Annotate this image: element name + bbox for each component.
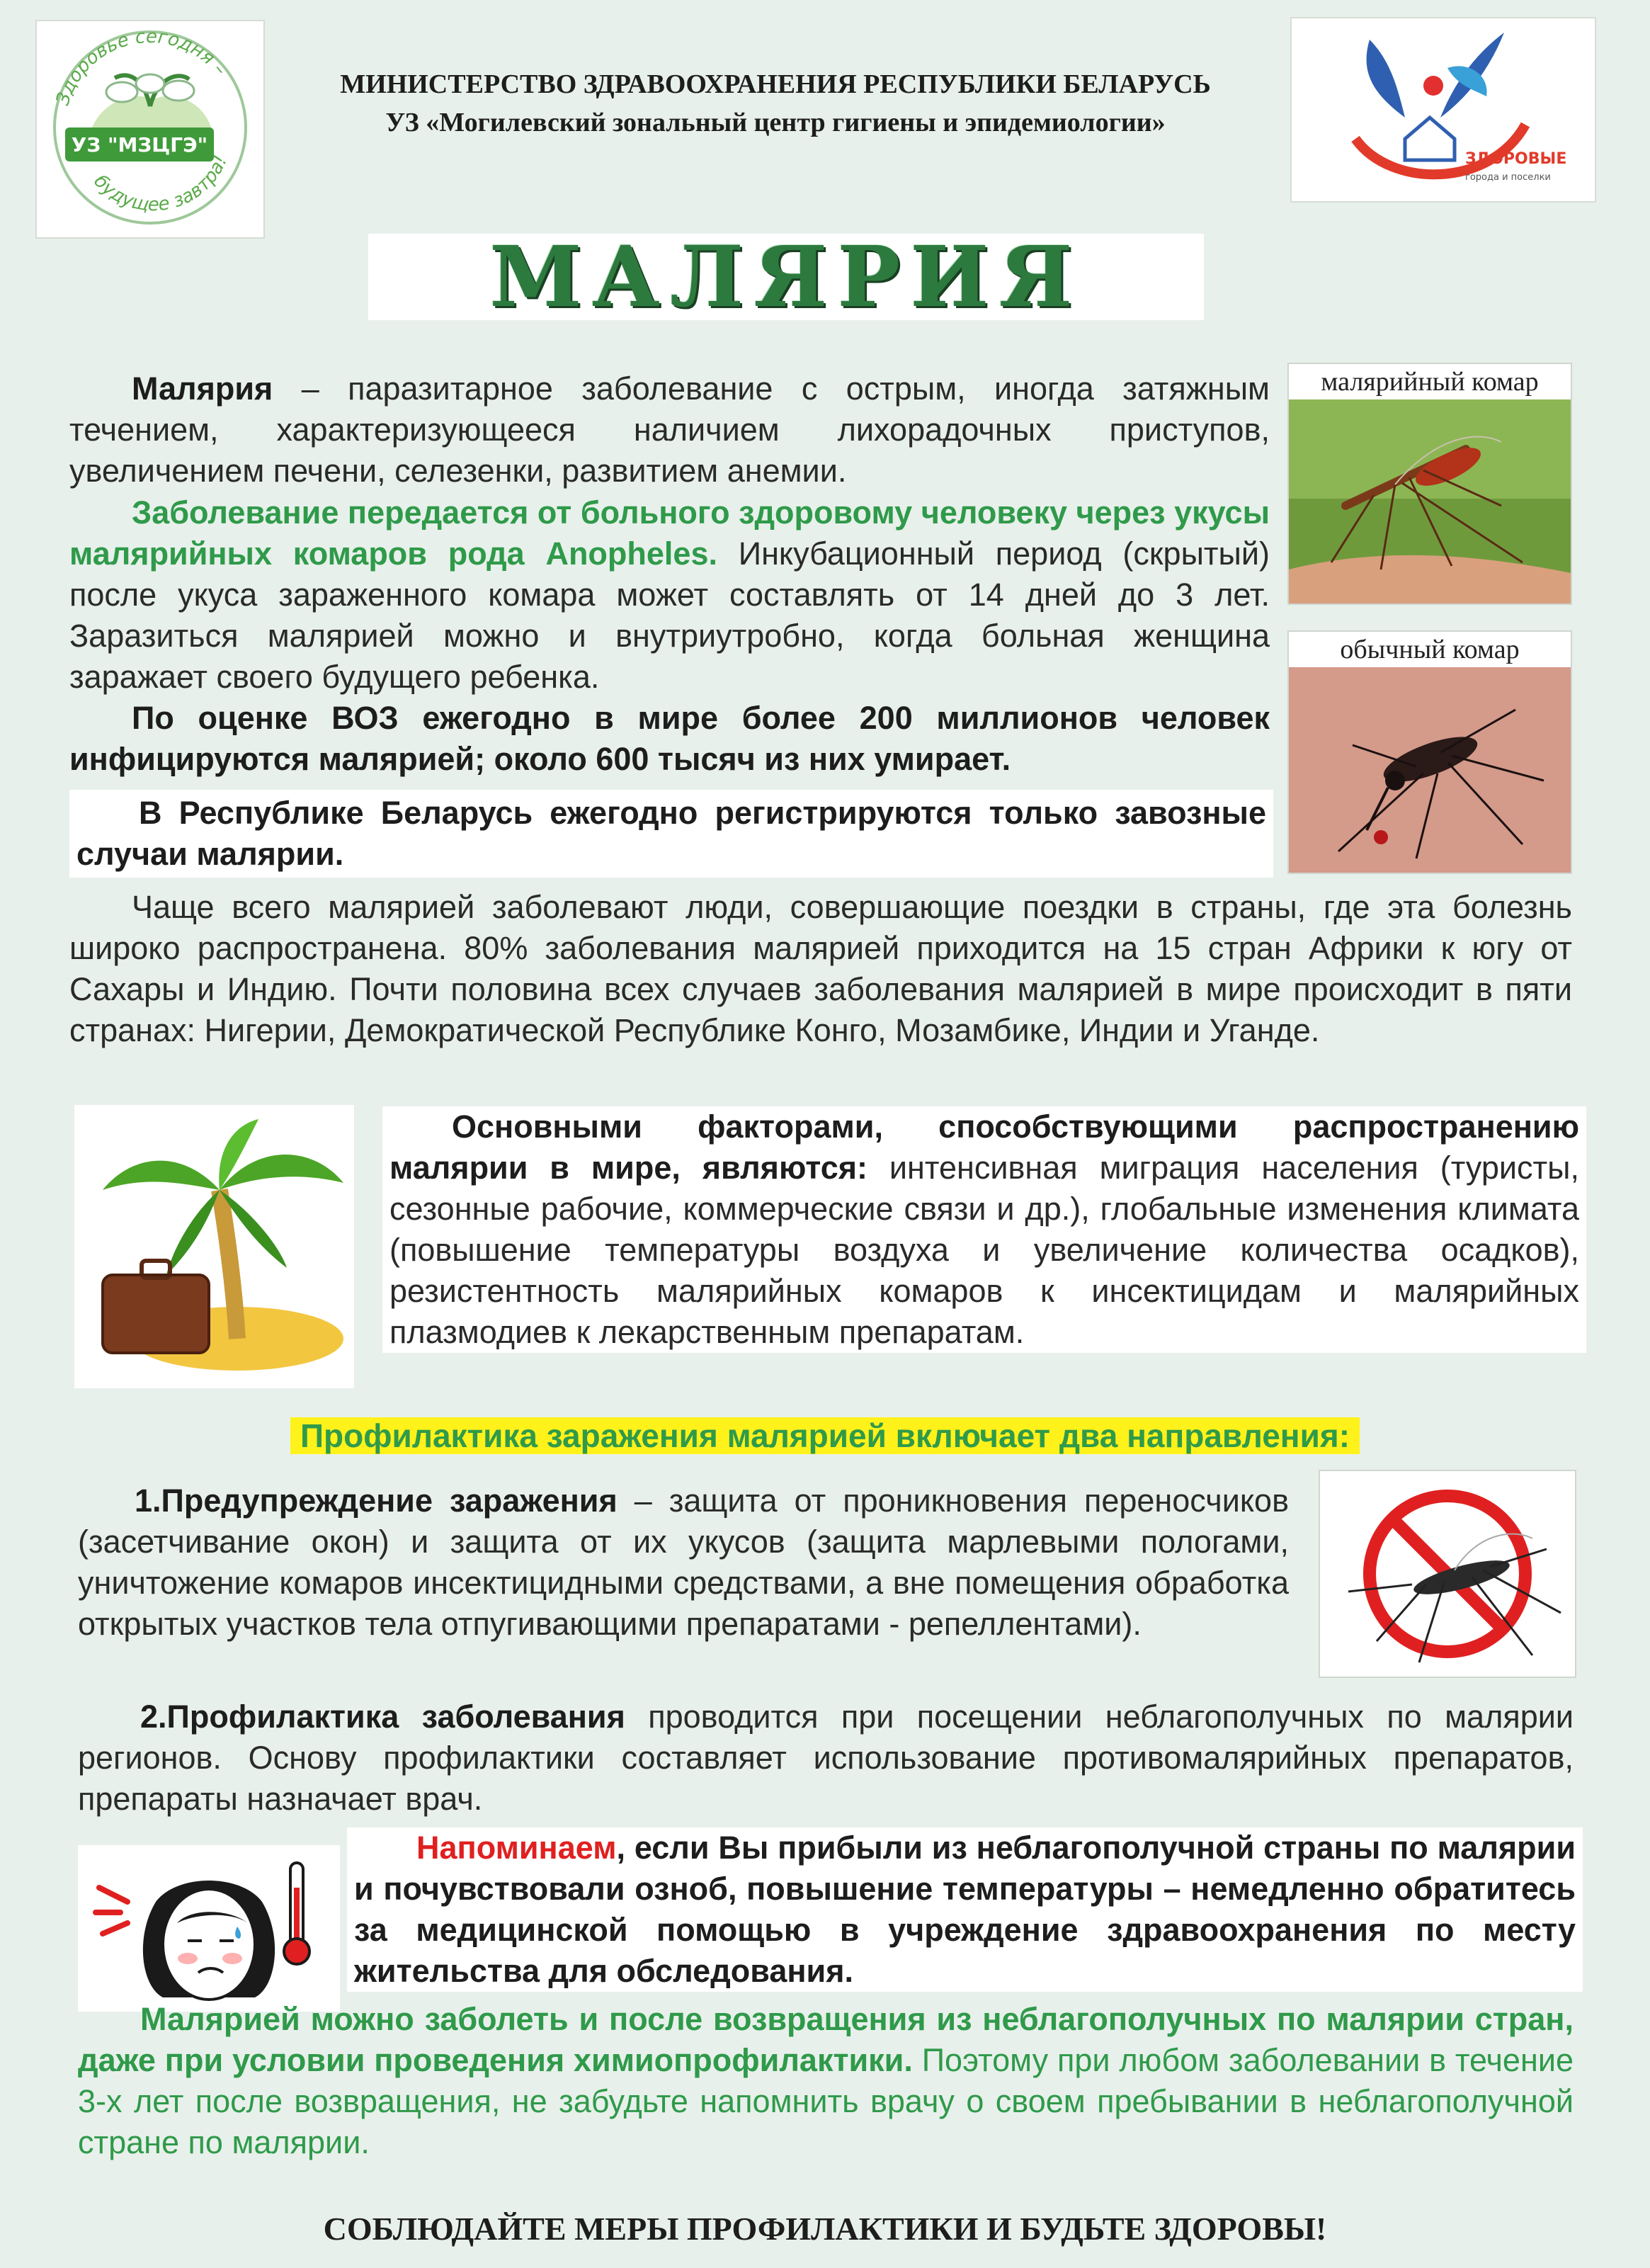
svg-text:будущее завтра!: будущее завтра!: [89, 152, 232, 216]
healthy-cities-emblem-icon: [1292, 18, 1595, 201]
fever-face-image: [78, 1845, 340, 2012]
fever-face-icon: [78, 1845, 340, 2012]
malaria-mosquito-caption: малярийный комар: [1289, 364, 1571, 399]
page-title: МАЛЯРИЯ: [368, 234, 1204, 320]
prevention-heading: Профилактика заражения малярией включает два направления:: [290, 1417, 1360, 1454]
center-name: УЗ «Могилевский зональный центр гигиены и эпидемиологии»: [385, 108, 1166, 137]
factors-paragraph: Основными факторами, способствующими распространению малярии в мире, являются: интенсивная миграция населения (туристы, сезонные рабочие, коммерческие связи и др.), глобальные изменения климата (повышение температуры воздуха и увеличение количества осадков), резистентность малярийных комаров к инсектицидам и малярийных плазмодиев к лекарственным препаратам.: [382, 1106, 1586, 1353]
who-statistics: По оценке ВОЗ ежегодно в мире более 200 миллионов человек инфицируются малярией; около 600 тысяч из них умирает.: [69, 700, 1270, 777]
belarus-note: В Республике Беларусь ежегодно регистрируются только завозные случаи малярии.: [69, 790, 1273, 878]
reminder-keyword: Напоминаем: [416, 1830, 617, 1866]
header: [269, 65, 1282, 142]
svg-text:УЗ "МЗЦГЭ": УЗ "МЗЦГЭ": [71, 133, 208, 157]
svg-text:Здоровье сегодня –: Здоровье сегодня –: [52, 25, 231, 108]
term: Малярия: [132, 370, 273, 407]
healthy-cities-logo: [1290, 17, 1596, 203]
prevention-item-2: 2.Профилактика заболевания проводится при посещении неблагополучных по малярии регионов. Основу профилактики составляет использование противомалярийных препаратов, препараты назначает врач.: [78, 1699, 1574, 1817]
reminder-box: Напоминаем, если Вы прибыли из неблагополучной страны по малярии и почувствовали озноб, повышение температуры – немедленно обратитесь за медицинской помощью в учреждение здравоохранения по месту жительства для обследования.: [347, 1827, 1583, 1992]
intro-definition: Малярия – паразитарное заболевание с острым, иногда затяжным течением, характеризующееся наличием лихорадочных приступов, увеличением печени, селезенки, развитием анемии.: [69, 370, 1270, 489]
mzcge-emblem-icon: [37, 21, 263, 237]
malaria-mosquito-icon: [1289, 399, 1571, 605]
malaria-mosquito-photo: [1287, 363, 1572, 605]
palm-suitcase-image: [74, 1105, 354, 1388]
common-mosquito-icon: [1289, 667, 1571, 874]
footer-slogan: СОБЛЮДАЙТЕ МЕРЫ ПРОФИЛАКТИКИ И БУДЬТЕ ЗДОРОВЫ!: [323, 2211, 1327, 2247]
ministry-name: МИНИСТЕРСТВО ЗДРАВООХРАНЕНИЯ РЕСПУБЛИКИ БЕЛАРУСЬ: [340, 69, 1211, 99]
common-mosquito-caption: обычный комар: [1289, 632, 1571, 667]
no-mosquito-icon: [1320, 1471, 1575, 1677]
travel-paragraph: Чаще всего малярией заболевают люди, совершающие поездки в страны, где эта болезнь широко распространена. 80% заболевания малярией приходится на 15 стран Африки к югу от Сахары и Индию. Почти половина всех случаев заболевания малярией в мире происходит в пяти странах: Нигерии, Демократической Республике Конго, Мозамбике, Индии и Уганде.: [69, 889, 1572, 1048]
after-return-paragraph: Малярией можно заболеть и после возвращения из неблагополучных по малярии стран, даже при условии проведения химиопрофилактики. Поэтому при любом заболевании в течение 3-х лет после возвращения, не забудьте напомнить врачу о своем пребывании в неблагополучной стране по малярии.: [78, 2001, 1574, 2160]
palm-tree-suitcase-icon: [74, 1105, 354, 1388]
no-mosquito-image: [1319, 1470, 1576, 1678]
prevention-heading-wrap: [173, 1413, 1477, 1458]
common-mosquito-photo: [1287, 630, 1572, 874]
prevention-item-1: 1.Предупреждение заражения – защита от проникновения переносчиков (засетчивание окон) и защита от их укусов (защита марлевыми пологами, уничтожение комаров инсектицидными средствами, а вне помещения обработка открытых участков тела отпугивающими препаратами - репеллентами).: [78, 1482, 1289, 1642]
intro-transmission: Заболевание передается от больного здоровому человеку через укусы малярийных комаров рода Anopheles. Инкубационный период (скрытый) после укуса зараженного комара может составлять от 14 дней до 3 лет. Заразиться малярией можно и внутриутробно, когда больная женщина заражает своего будущего ребенка.: [69, 494, 1270, 695]
mzcge-logo: [35, 20, 265, 239]
svg-text:города и поселки: города и поселки: [1465, 172, 1551, 183]
svg-text:ЗДОРОВЫЕ: ЗДОРОВЫЕ: [1465, 150, 1567, 168]
